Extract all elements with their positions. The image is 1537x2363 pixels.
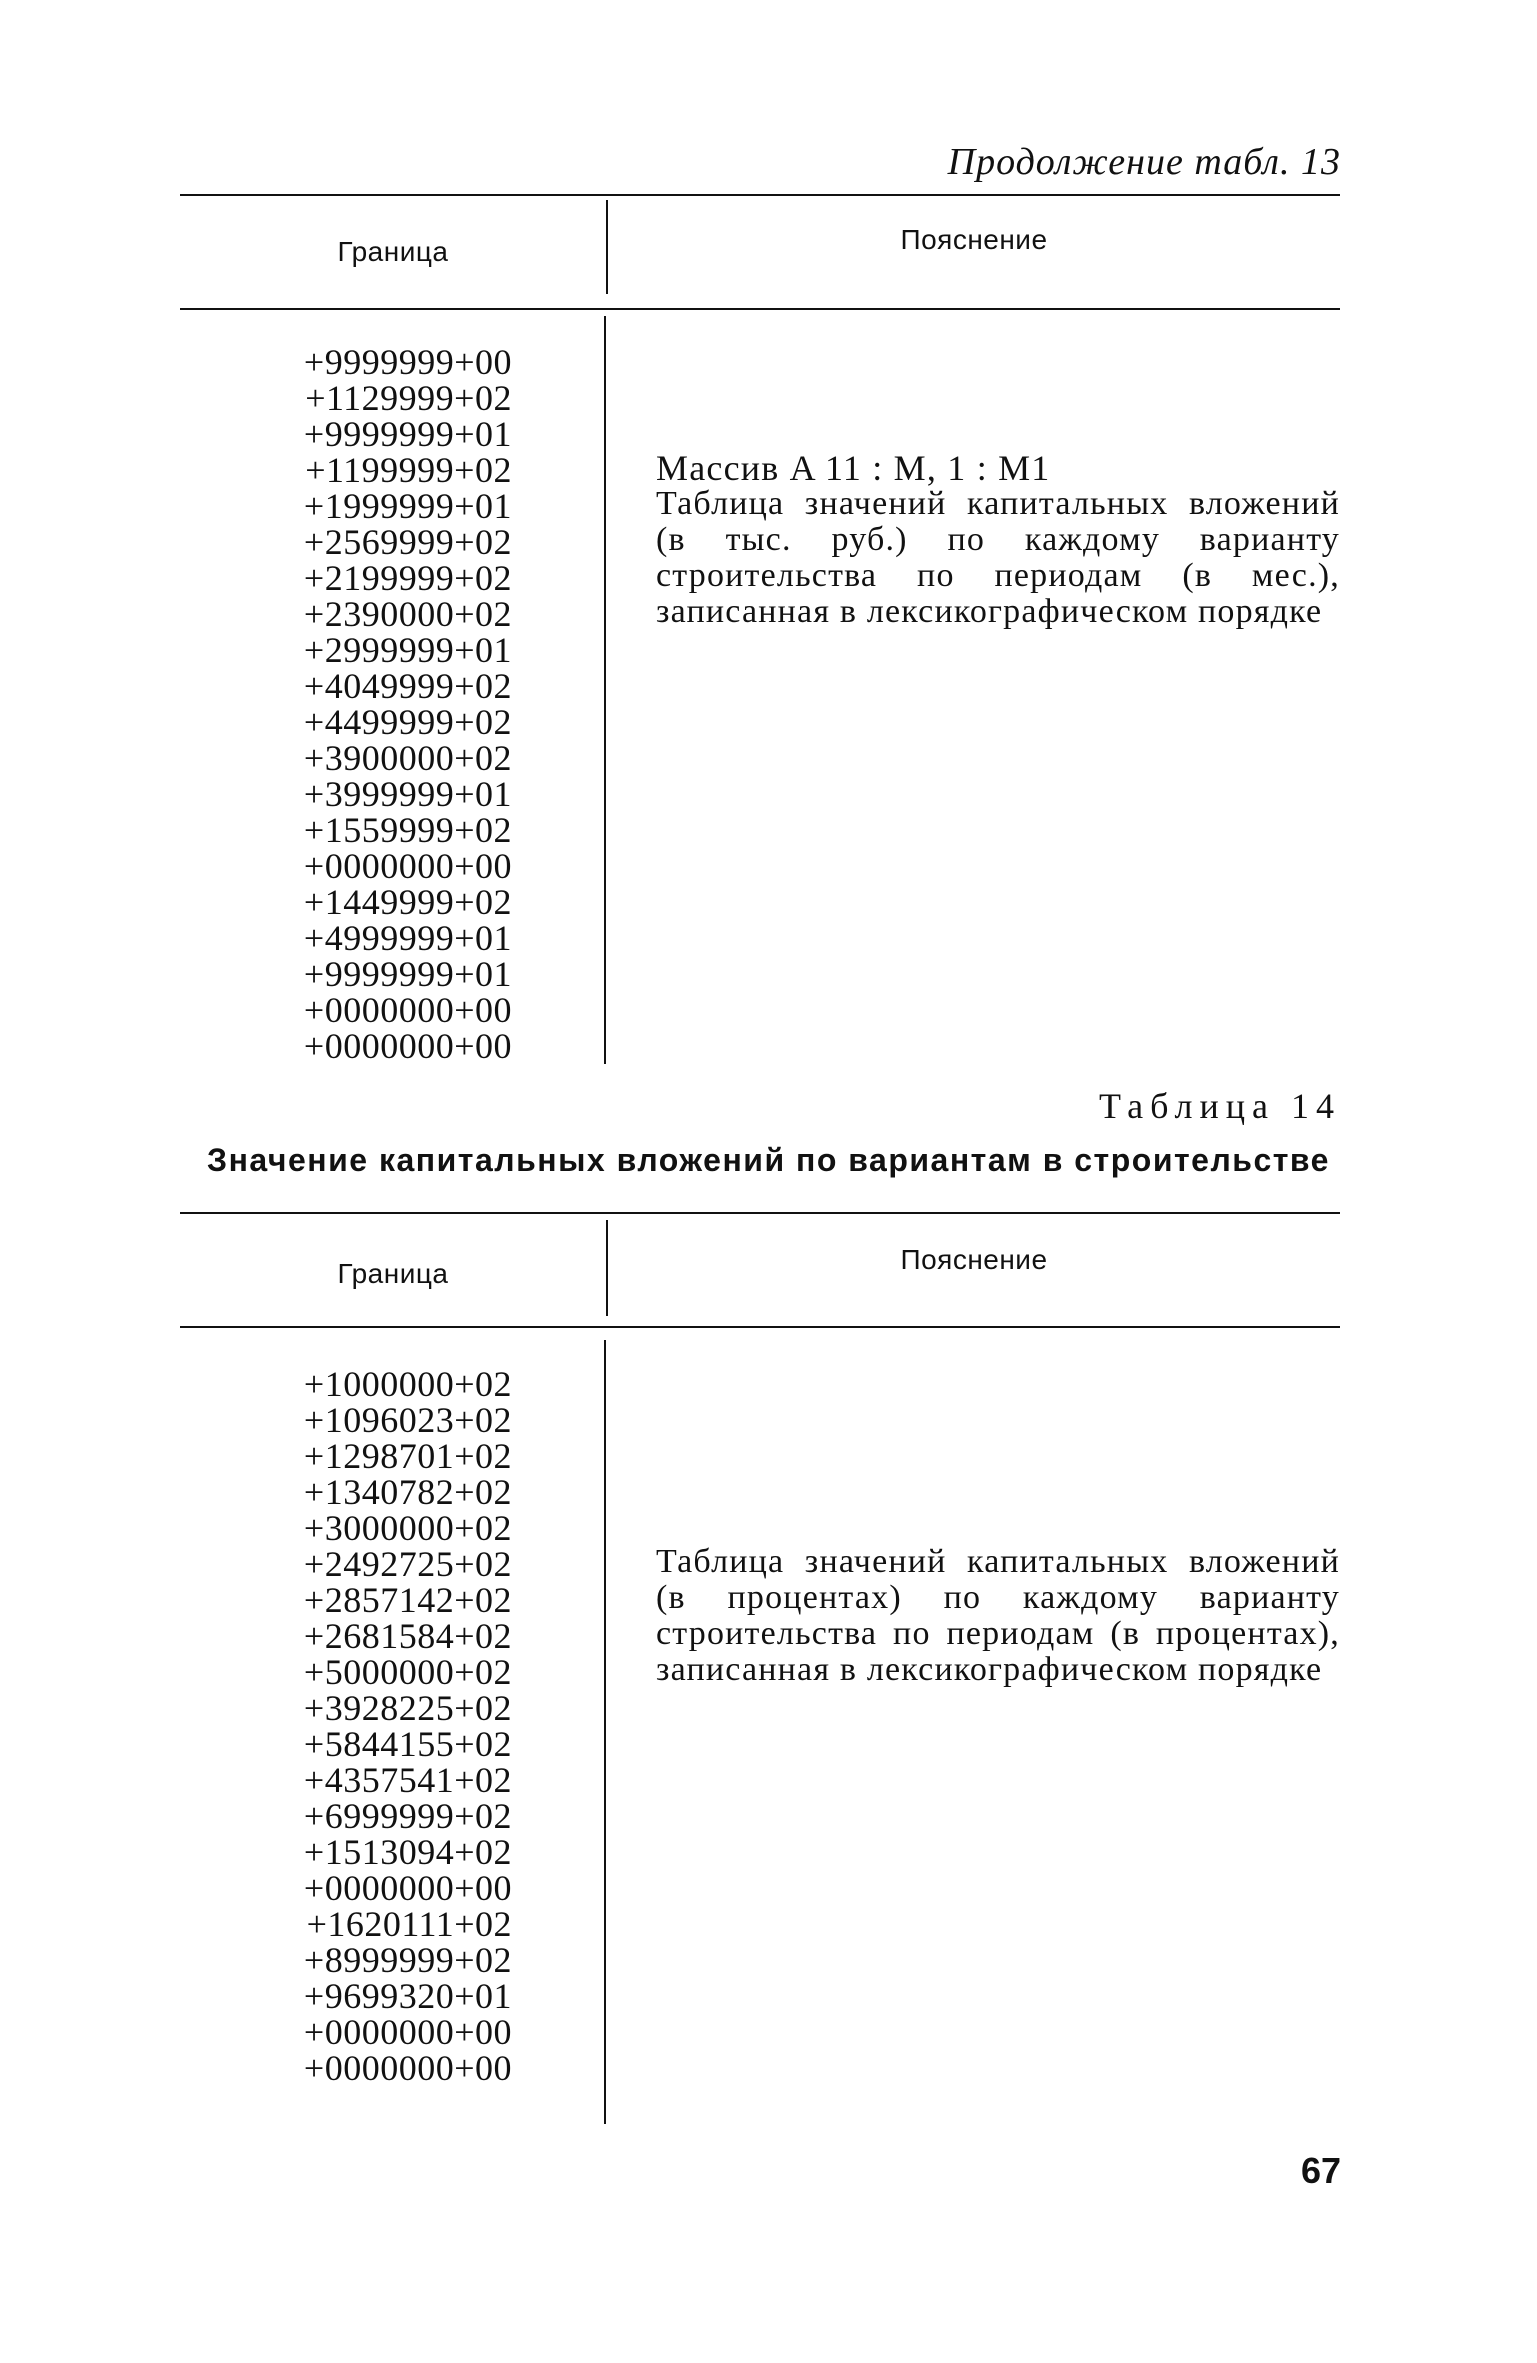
- table-row: +2492725+02: [303, 1544, 512, 1584]
- table-row: +1620111+02: [306, 1904, 512, 1944]
- table-row: +1559999+02: [303, 810, 512, 850]
- table-row: +2857142+02: [303, 1580, 512, 1620]
- table13-body-divider: [604, 316, 606, 1064]
- table13-top-rule: [180, 194, 1340, 196]
- table-row: +6999999+02: [303, 1796, 512, 1836]
- table13-array-label: Массив A 11 : M, 1 : M1: [656, 448, 1051, 488]
- table13-explanation: Таблица значений капитальных вложений (в тыс. руб.) по каждому варианту строительства по периодам (в мес.), записанная в лексикографическом порядке: [656, 485, 1340, 630]
- table-row: +5844155+02: [303, 1724, 512, 1764]
- table-row: +1000000+02: [303, 1364, 512, 1404]
- table13-header-explanation: Пояснение: [900, 224, 1048, 255]
- table-row: +2999999+01: [303, 630, 512, 670]
- table14-title: Значение капитальных вложений по вариантам в строительстве: [207, 1142, 1330, 1178]
- table-row: +1449999+02: [303, 882, 512, 922]
- table-row: +1129999+02: [305, 378, 512, 418]
- table-row: +4357541+02: [303, 1760, 512, 1800]
- table-row: +2681584+02: [303, 1616, 512, 1656]
- table14-top-rule: [180, 1212, 1340, 1214]
- table-row: +3000000+02: [303, 1508, 512, 1548]
- table-row: +0000000+00: [303, 1026, 512, 1066]
- table-row: +4499999+02: [303, 702, 512, 742]
- table14-explanation: Таблица значений капитальных вложений (в процентах) по каждому варианту строительства по периодам (в процентах), записанная в лексикографическом порядке: [656, 1543, 1340, 1688]
- table13-header-rule: [180, 308, 1340, 310]
- table-row: +4049999+02: [303, 666, 512, 706]
- table14-header-rule: [180, 1326, 1340, 1328]
- table14-header-border: Граница: [337, 1258, 449, 1289]
- table14-body-divider: [604, 1340, 606, 2124]
- table-row: +2199999+02: [303, 558, 512, 598]
- table-row: +1999999+01: [303, 486, 512, 526]
- table-row: +2390000+02: [303, 594, 512, 634]
- table-row: +3999999+01: [303, 774, 512, 814]
- table-row: +0000000+00: [303, 1868, 512, 1908]
- table-row: +9999999+00: [303, 342, 512, 382]
- table14-header-explanation: Пояснение: [900, 1244, 1048, 1275]
- table-row: +1199999+02: [305, 450, 512, 490]
- table-row: +3900000+02: [303, 738, 512, 778]
- table-row: +9699320+01: [303, 1976, 512, 2016]
- table14-explanation-block: [656, 1544, 1340, 1688]
- table13-explanation-block: [656, 450, 1340, 630]
- table-row: +8999999+02: [303, 1940, 512, 1980]
- table-row: +5000000+02: [303, 1652, 512, 1692]
- table-row: +0000000+00: [303, 2012, 512, 2052]
- table-row: +1340782+02: [303, 1472, 512, 1512]
- table13-header-border: Граница: [337, 236, 449, 267]
- table13-values: [180, 344, 512, 1064]
- table-row: +3928225+02: [303, 1688, 512, 1728]
- table-row: +0000000+00: [303, 846, 512, 886]
- table14-caption: Таблица 14: [1099, 1086, 1341, 1126]
- table-row: +9999999+01: [303, 954, 512, 994]
- table-row: +0000000+00: [303, 990, 512, 1030]
- table-row: +1513094+02: [303, 1832, 512, 1872]
- table-row: +1298701+02: [303, 1436, 512, 1476]
- continuation-title: Продолжение табл. 13: [947, 141, 1341, 183]
- table-row: +2569999+02: [303, 522, 512, 562]
- table14-values: [180, 1366, 512, 2086]
- table-row: +0000000+00: [303, 2048, 512, 2088]
- table-row: +1096023+02: [303, 1400, 512, 1440]
- table-row: +4999999+01: [303, 918, 512, 958]
- table-row: +9999999+01: [303, 414, 512, 454]
- page-number: 67: [1300, 2150, 1341, 2191]
